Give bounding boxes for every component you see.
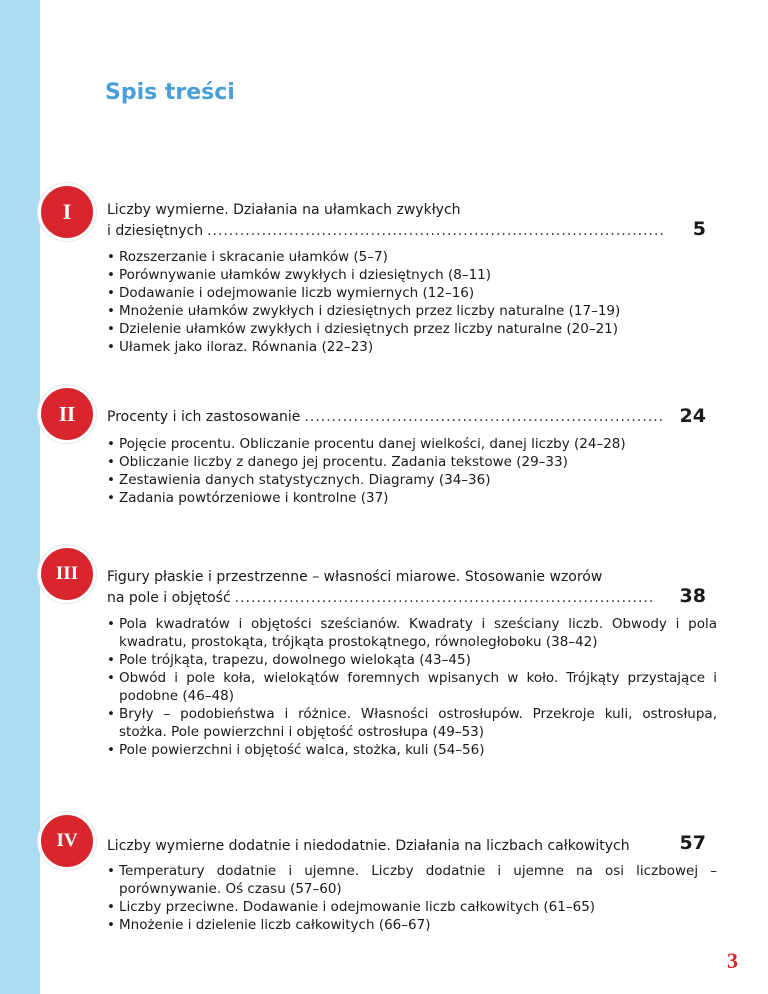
section-heading-line1: Procenty i ich zastosowanie (107, 409, 301, 425)
section-numeral: III (55, 563, 79, 584)
list-item: • Porównywanie ułamków zwykłych i dziesiętnych (8–11) (107, 266, 717, 284)
side-band (0, 0, 40, 994)
leader-dots (304, 407, 663, 428)
section-heading[interactable] (107, 567, 657, 609)
section-heading[interactable] (107, 407, 667, 428)
section-page-number: 38 (679, 585, 706, 607)
section-page-number: 24 (679, 405, 706, 427)
list-item: • Obliczanie liczby z danego jej procentu. Zadania tekstowe (29–33) (107, 453, 717, 471)
list-item: • Ułamek jako iloraz. Równania (22–23) (107, 338, 717, 356)
section-heading-line2: i dziesiętnych (107, 223, 204, 239)
page-number: 3 (727, 948, 738, 973)
section-numeral-badge (38, 183, 96, 241)
list-item: • Zestawienia danych statystycznych. Diagramy (34–36) (107, 471, 717, 489)
list-item: • Liczby przeciwne. Dodawanie i odejmowanie liczb całkowitych (61–65) (107, 898, 717, 916)
list-item: • Dodawanie i odejmowanie liczb wymiernych (12–16) (107, 284, 717, 302)
section-page-number: 57 (679, 832, 706, 854)
list-item: • Mnożenie i dzielenie liczb całkowitych (66–67) (107, 916, 717, 934)
section-numeral: IV (56, 830, 78, 851)
list-item: • Pojęcie procentu. Obliczanie procentu danej wielkości, danej liczby (24–28) (107, 435, 717, 453)
list-item: • Rozszerzanie i skracanie ułamków (5–7) (107, 248, 717, 266)
list-item: • Pole powierzchni i objętość walca, stożka, kuli (54–56) (107, 741, 717, 759)
section-heading-line1: Liczby wymierne dodatnie i niedodatnie. Działania na liczbach całkowitych (107, 838, 630, 854)
list-item: • Bryły – podobieństwa i różnice. Własności ostrosłupów. Przekroje kuli, ostrosłupa, stożka. Pole powierzchni i objętość ostrosłupa (49–53) (107, 705, 717, 741)
section-heading-line1: Liczby wymierne. Działania na ułamkach zwykłych (107, 202, 461, 218)
page-title: Spis treści (105, 80, 235, 105)
list-item: • Dzielenie ułamków zwykłych i dziesiętnych przez liczby naturalne (20–21) (107, 320, 717, 338)
section-numeral: II (58, 401, 76, 426)
leader-dots (235, 588, 653, 609)
section-heading[interactable] (107, 200, 667, 242)
list-item: • Temperatury dodatnie i ujemne. Liczby dodatnie i ujemne na osi liczbowej – porównywanie. Oś czasu (57–60) (107, 862, 717, 898)
topic-list (107, 615, 717, 759)
section-numeral-badge (38, 545, 96, 603)
topic-list (107, 435, 717, 507)
section-page-number: 5 (692, 218, 706, 240)
topic-list (107, 248, 717, 356)
section-numeral-badge (38, 812, 96, 870)
list-item: • Pole trójkąta, trapezu, dowolnego wielokąta (43–45) (107, 651, 717, 669)
list-item: • Mnożenie ułamków zwykłych i dziesiętnych przez liczby naturalne (17–19) (107, 302, 717, 320)
list-item: • Zadania powtórzeniowe i kontrolne (37) (107, 489, 717, 507)
section-numeral: I (62, 199, 72, 224)
section-heading[interactable] (107, 836, 687, 857)
topic-list (107, 862, 717, 934)
list-item: • Obwód i pole koła, wielokątów foremnych wpisanych w koło. Trójkąty przystające i podobne (46–48) (107, 669, 717, 705)
section-numeral-badge (38, 385, 96, 443)
leader-dots (207, 221, 663, 242)
list-item: • Pola kwadratów i objętości sześcianów. Kwadraty i sześciany liczb. Obwody i pola kwadratu, prostokąta, trójkąta prostokątnego, równoległoboku (38–42) (107, 615, 717, 651)
section-heading-line1: Figury płaskie i przestrzenne – własności miarowe. Stosowanie wzorów (107, 569, 603, 585)
section-heading-line2: na pole i objętość (107, 590, 231, 606)
